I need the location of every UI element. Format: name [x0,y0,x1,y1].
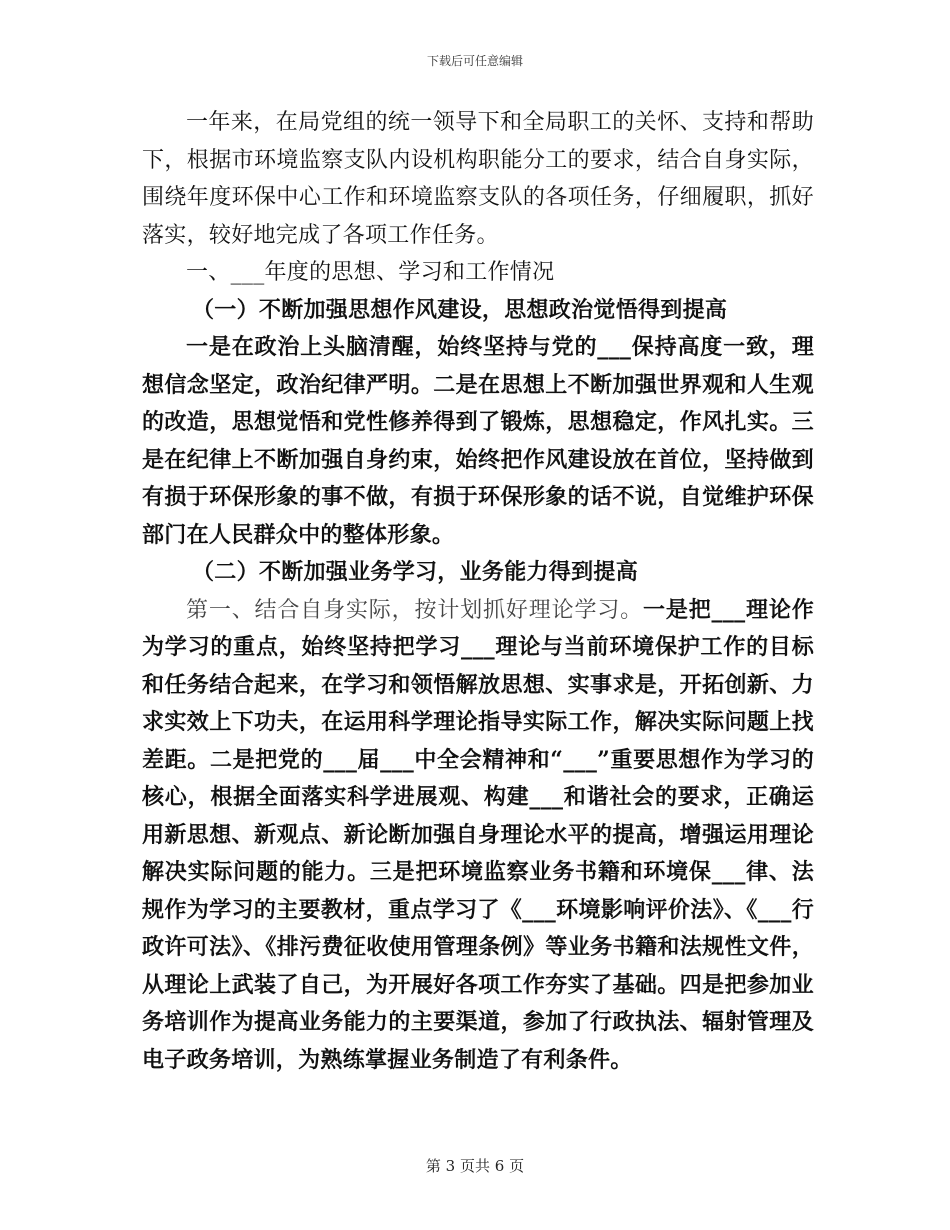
section-heading: 一、___年度的思想、学习和工作情况 [186,260,555,285]
page-footer: 第 3 页共 6 页 [425,1157,525,1175]
subsection-2-paragraph [142,592,814,1080]
page-header: 下载后可任意编辑 [426,54,523,68]
subsection-1-paragraph: 一是在政治上头脑清醒，始终坚持与党的___保持高度一致，理想信念坚定，政治纪律严明。二是在思想上不断加强世界观和人生观的改造，思想觉悟和党性修养得到了锻炼，思想稳定，作风扎实。三是在纪律上不断加强自身约束，始终把作风建设放在首位，坚持做到有损于环保形象的事不做，有损于环保形象的话不说，自觉维护环保部门在人民群众中的整体形象。 [142,334,814,548]
intro-paragraph: 一年来，在局党组的统一领导下和全局职工的关怀、支持和帮助下，根据市环境监察支队内设机构职能分工的要求，结合自身实际，围绕年度环保中心工作和环境监察支队的各项任务，仔细履职，抓好落实，较好地完成了各项工作任务。 [142,110,814,248]
subsection-heading-2: （二）不断加强业务学习，业务能力得到提高 [192,559,639,585]
paragraph-body: 一是把___理论作为学习的重点，始终坚持把学习___理论与当前环境保护工作的目标和任务结合起来，在学习和领悟解放思想、实事求是，开拓创新、力求实效上下功夫，在运用科学理论指导实际工作，解决实际问题上找差距。二是把党的___届___中全会精神和“___”重要思想作为学习的核心，根据全面落实科学进展观、构建___和谐社会的要求，正确运用新思想、新观点、新论断加强自身理论水平的提高，增强运用理论解决实际问题的能力。三是把环境监察业务书籍和环境保___律、法规作为学习的主要教材，重点学习了《___环境影响评价法》、《___行政许可法》、《排污费征收使用管理条例》等业务书籍和法规性文件，从理论上武装了自己，为开展好各项工作夯实了基础。四是把参加业务培训作为提高业务能力的主要渠道，参加了行政执法、辐射管理及电子政务培训，为熟练掌握业务制造了有利条件。 [142,596,814,1073]
subsection-heading-1: （一）不断加强思想作风建设，思想政治觉悟得到提高 [192,296,728,323]
paragraph-lead: 第一、结合自身实际，按计划抓好理论学习。 [186,597,643,623]
document-body [142,104,814,1079]
